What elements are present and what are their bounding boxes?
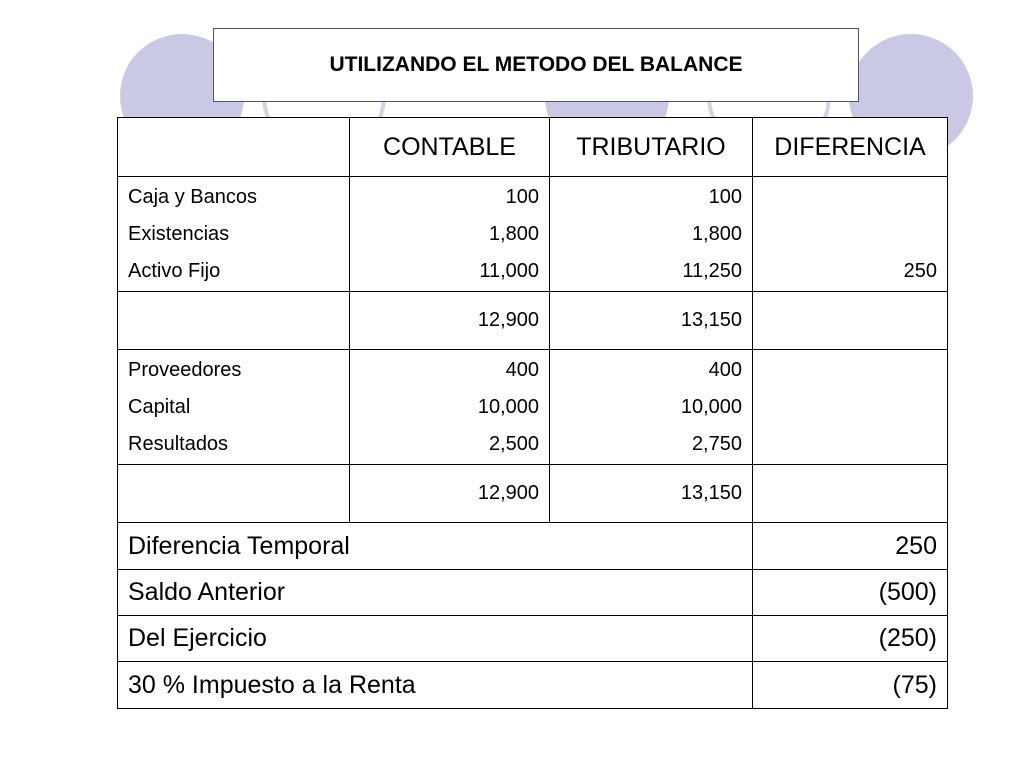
header-contable: CONTABLE [350,118,550,177]
asset-contable-value: 1,800 [488,222,539,245]
assets-total-row [118,292,948,350]
assets-row [118,177,948,292]
assets-contable-cell [350,177,550,292]
liability-tributario-value: 2,750 [691,432,742,455]
assets-tributario-cell [550,177,753,292]
liabilities-tributario-cell [550,350,753,465]
summary-value: (500) [753,570,948,616]
summary-label: Del Ejercicio [118,616,753,662]
assets-total-contable: 12,900 [350,292,550,350]
summary-value: (250) [753,616,948,662]
header-tributario: TRIBUTARIO [550,118,753,177]
asset-diferencia-value: 250 [903,259,937,282]
liabilities-total-row [118,465,948,523]
liabilities-total-label-cell [118,465,350,523]
asset-contable-value: 100 [505,185,539,208]
slide-title [213,28,859,102]
summary-row-diferencia-temporal [118,523,948,570]
summary-label: Saldo Anterior [118,570,753,616]
liability-contable-value: 2,500 [488,432,539,455]
assets-total-label-cell [118,292,350,350]
summary-label: Diferencia Temporal [118,523,753,570]
asset-label: Caja y Bancos [128,185,257,208]
summary-label: 30 % Impuesto a la Renta [118,662,753,709]
asset-tributario-value: 1,800 [691,222,742,245]
assets-labels-cell [118,177,350,292]
liability-tributario-value: 10,000 [680,395,742,418]
asset-label: Existencias [128,222,230,245]
liability-contable-value: 400 [505,358,539,381]
asset-contable-value: 11,000 [479,259,539,282]
liability-label: Capital [128,395,191,418]
liabilities-total-tributario: 13,150 [550,465,753,523]
asset-diferencia-value [763,216,937,253]
liability-tributario-value: 400 [708,358,742,381]
header-diferencia: DIFERENCIA [753,118,948,177]
assets-total-tributario: 13,150 [550,292,753,350]
liabilities-contable-cell [350,350,550,465]
liabilities-total-contable: 12,900 [350,465,550,523]
asset-diferencia-value [763,179,937,216]
liability-label: Resultados [128,432,229,455]
liabilities-labels-cell [118,350,350,465]
liability-label: Proveedores [128,358,242,381]
header-row [118,118,948,177]
liabilities-row [118,350,948,465]
asset-tributario-value: 11,250 [682,259,742,282]
summary-value: 250 [753,523,948,570]
summary-row-impuesto-renta [118,662,948,709]
slide-title-text: UTILIZANDO EL METODO DEL BALANCE [329,53,743,76]
liability-contable-value: 10,000 [477,395,539,418]
asset-tributario-value: 100 [708,185,742,208]
liabilities-diferencia-cell [753,350,948,465]
asset-label: Activo Fijo [128,259,221,282]
assets-total-diferencia [753,292,948,350]
summary-row-saldo-anterior [118,570,948,616]
assets-diferencia-cell [753,177,948,292]
summary-value: (75) [753,662,948,709]
balance-table [117,117,948,709]
summary-row-del-ejercicio [118,616,948,662]
header-cell-empty [118,118,350,177]
liabilities-total-diferencia [753,465,948,523]
